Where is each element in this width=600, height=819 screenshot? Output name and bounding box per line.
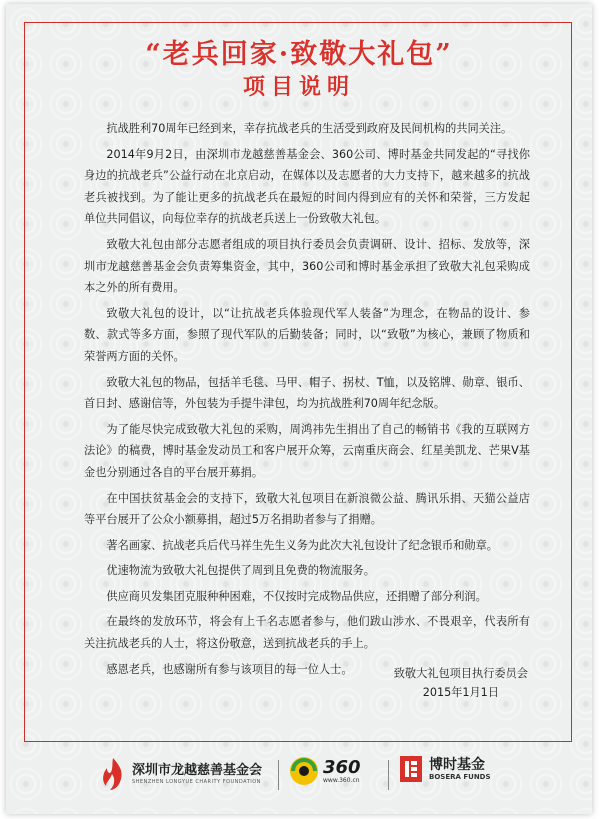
document-body (84, 118, 530, 684)
paragraph: 优速物流为致敬大礼包提供了周到且免费的物流服务。 (106, 564, 375, 578)
signature-block (394, 664, 528, 702)
bosera-logo (398, 754, 491, 784)
signature-date: 2015年1月1日 (422, 686, 499, 699)
qihoo-name: 360 (323, 756, 361, 778)
bosera-name: 博时基金 (429, 757, 485, 773)
footer-divider (388, 760, 389, 790)
paragraph: 2014年9月2日，由深圳市龙越慈善基金会、360公司、博时基金共同发起的“寻找你身边的抗战老兵”公益行动在北京启动，在媒体以及志愿者的大力支持下，越来越多的抗战老兵被找到。为了能让更多的抗战老兵在最短的时间内得到应有的关怀和荣誉，三方发起单位共同倡议，向每位幸存的抗战老兵送上一份致敬大礼包。 (84, 147, 530, 226)
paragraph: 为了能尽快完成致敬大礼包的采购，周鸿祎先生捐出了自己的畅销书《我的互联网方法论》的稿费，博时基金发动员工和客户展开众筹，云南重庆商会、红星美凯龙、芒果V基金也分别通过各自的平台展开募捐。 (84, 422, 530, 479)
paragraph: 在中国扶贫基金会的支持下，致敬大礼包项目在新浪微公益、腾讯乐捐、天猫公益店等平台展开了公众小额募捐，超过5万名捐助者参与了捐赠。 (84, 491, 530, 527)
paragraph: 致敬大礼包的设计，以“让抗战老兵体验现代军人装备”为理念，在物品的设计、参数、款式等多方面，参照了现代军队的后勤装备；同时，以“致敬”为核心，兼顾了物质和荣誉两方面的关怀。 (84, 306, 530, 363)
longyue-flame-logo-icon (98, 756, 128, 792)
longyue-logo (98, 756, 262, 792)
paragraph: 致敬大礼包由部分志愿者组成的项目执行委员会负责调研、设计、招标、发放等，深圳市龙越慈善基金会负责筹集资金，其中，360公司和博时基金承担了致敬大礼包采购成本之外的所有费用。 (84, 237, 530, 295)
paragraph: 致敬大礼包的物品，包括羊毛毯、马甲、帽子、拐杖、T恤，以及铭牌、勋章、银币、首日封、感谢信等，外包装为手提牛津包，均为抗战胜利70周年纪念版。 (84, 375, 530, 411)
signature-committee: 致敬大礼包项目执行委员会 (393, 667, 528, 680)
qihoo-logo (289, 756, 361, 786)
bosera-english: BOSERA FUNDS (429, 773, 491, 781)
document-title: “老兵回家·致敬大礼包” (145, 39, 453, 70)
paragraph: 抗战胜利70周年已经到来，幸存抗战老兵的生活受到政府及民间机构的共同关注。 (106, 122, 513, 135)
document-subtitle: 项目说明 (242, 74, 355, 100)
bosera-logo-icon (398, 754, 424, 784)
longyue-name: 深圳市龙越慈善基金会 (132, 763, 263, 778)
paragraph: 感恩老兵，也感谢所有参与该项目的每一位人士。 (106, 662, 353, 676)
paragraph: 供应商贝发集团克服种种困难，不仅按时完成物品供应，还捐赠了部分利润。 (106, 589, 487, 603)
sponsor-footer (6, 752, 592, 802)
360-circle-logo-icon (289, 756, 319, 786)
paragraph: 在最终的发放环节，将会有上千名志愿者参与，他们跋山涉水、不畏艰辛，代表所有关注抗战老兵的人士，将这份敬意，送到抗战老兵的手上。 (84, 615, 530, 651)
paragraph: 著名画家、抗战老兵后代马祥生先生义务为此次大礼包设计了纪念银币和勋章。 (106, 538, 498, 552)
notice-sheet (6, 4, 592, 814)
footer-divider (278, 760, 279, 790)
longyue-english: SHENZHEN LONGYUE CHARITY FOUNDATION (132, 779, 261, 785)
qihoo-url: www.360.cn (323, 776, 360, 784)
